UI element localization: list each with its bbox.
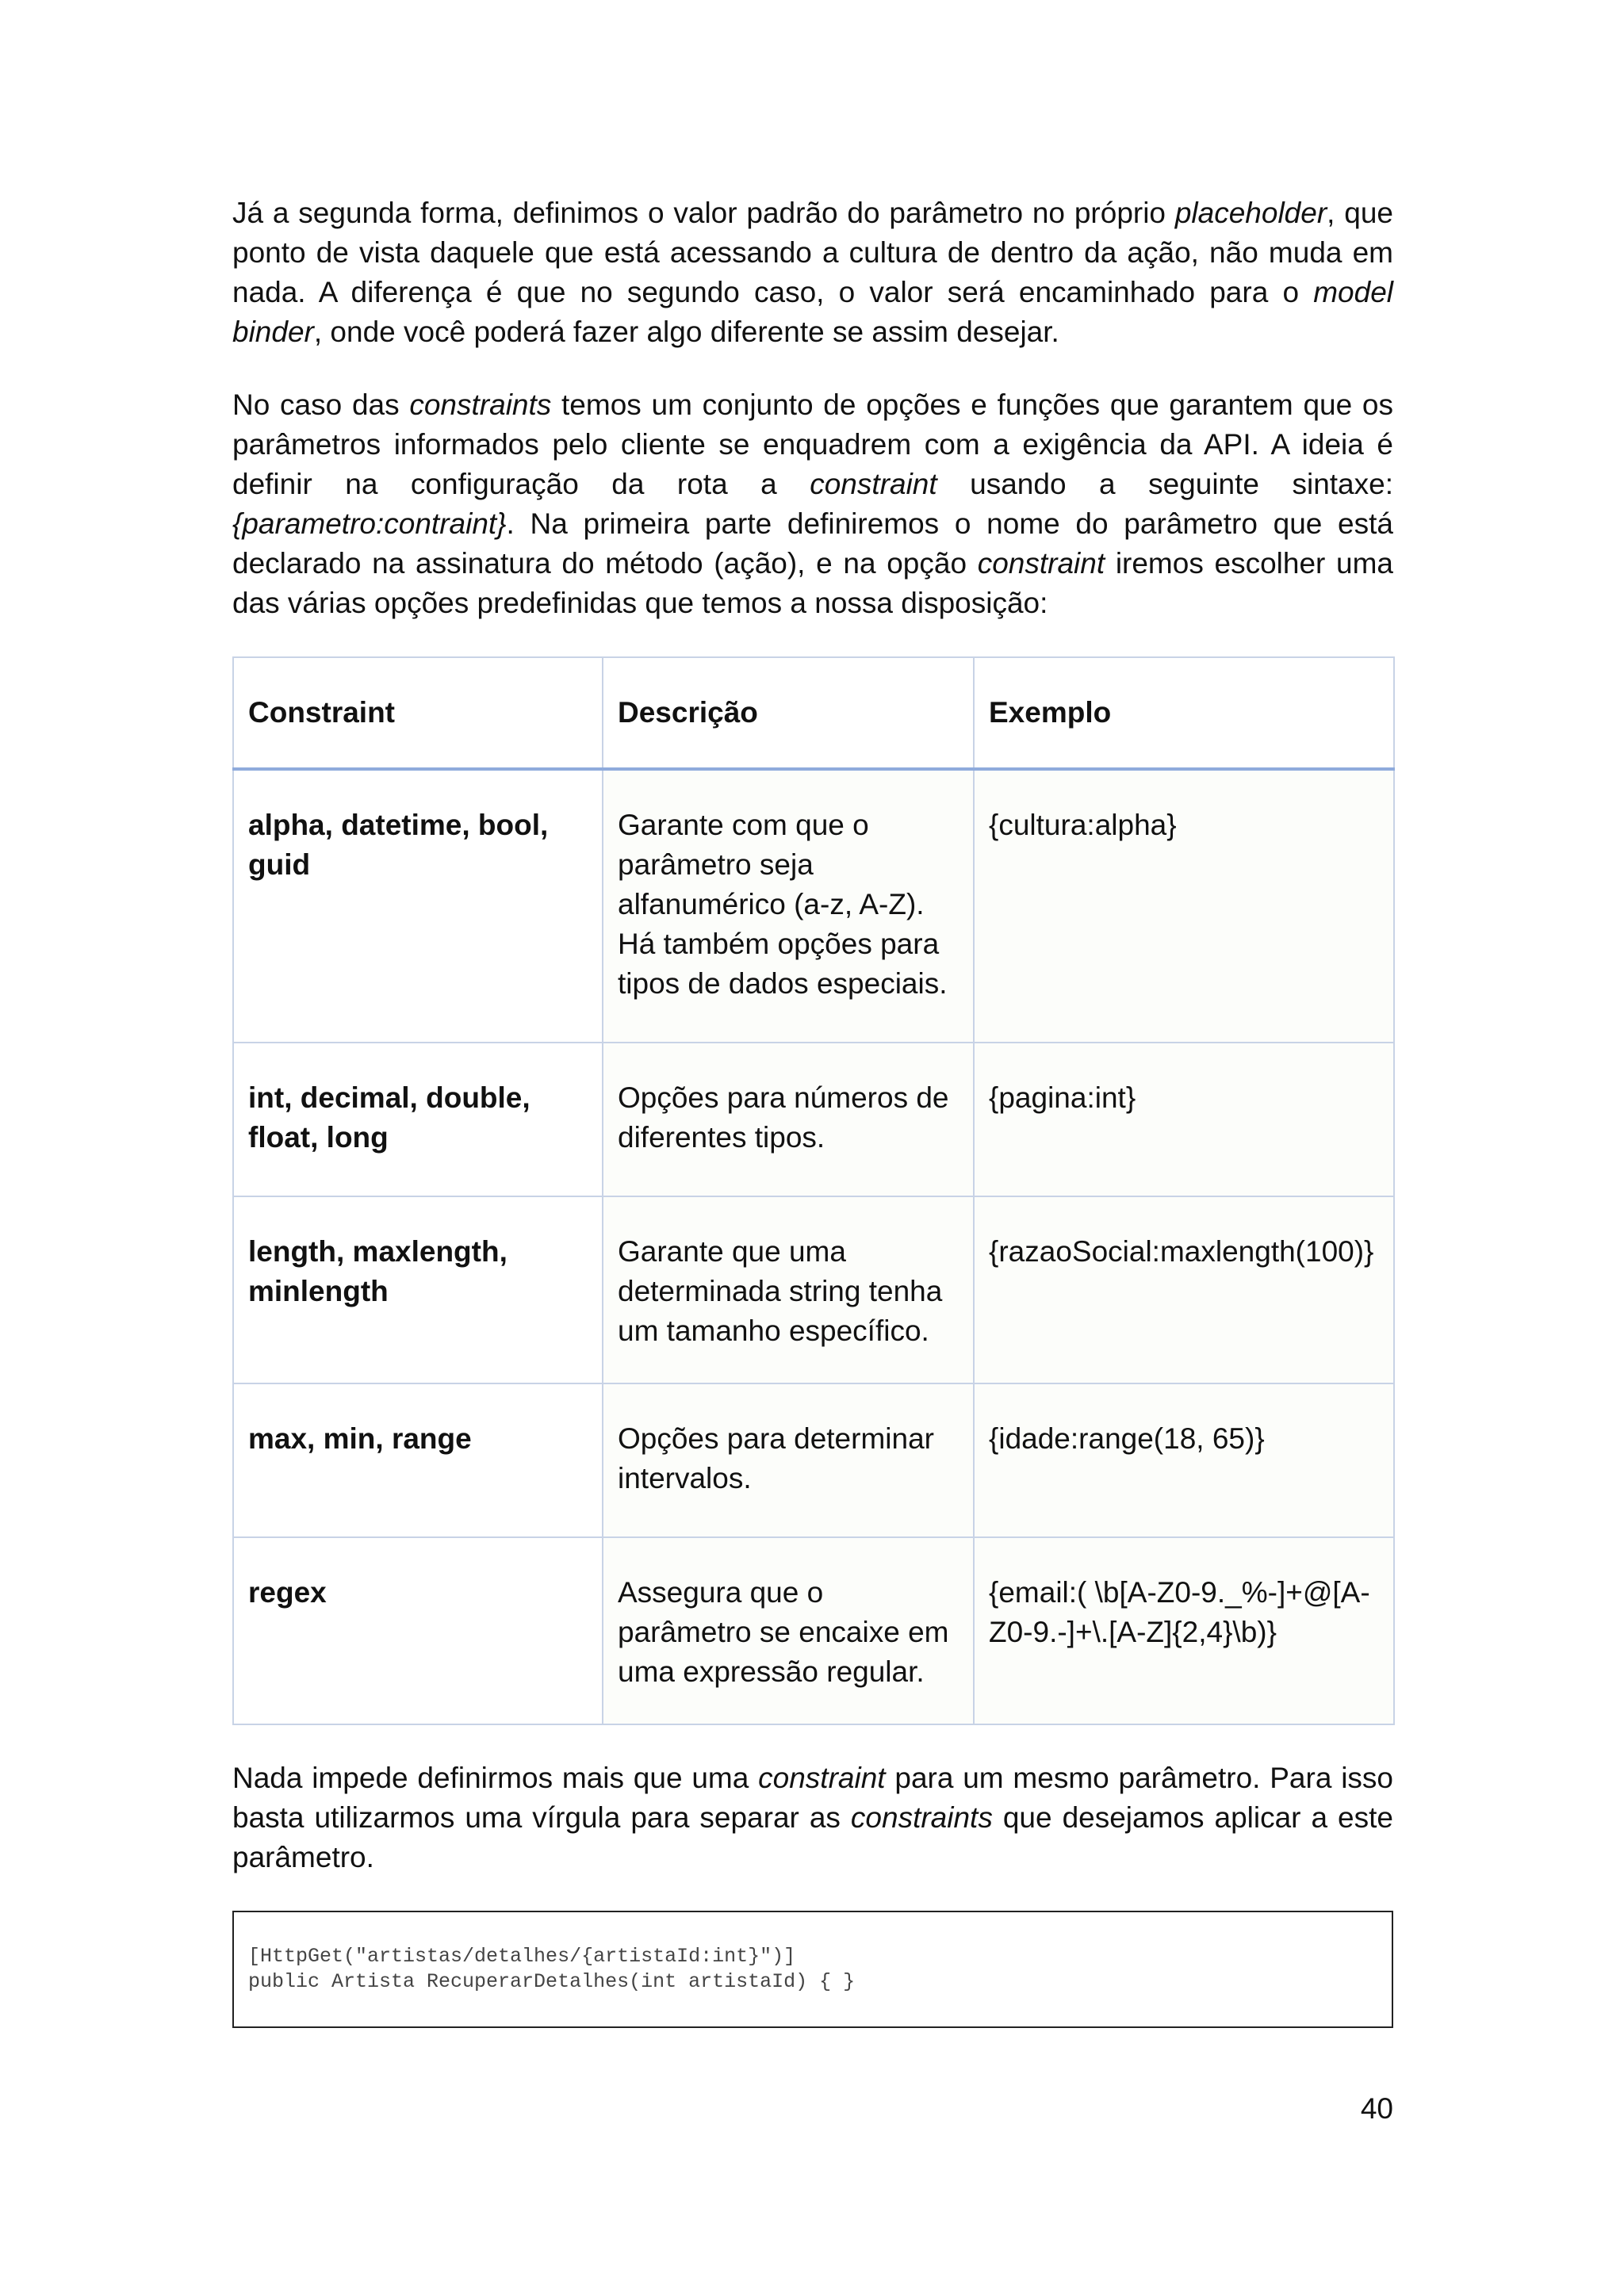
italic-text: constraint xyxy=(758,1762,886,1794)
table-cell-description: Assegura que o parâmetro se encaixe em uma expressão regular. xyxy=(603,1537,974,1724)
text-run: , que ponto de vista daquele que está acessando a cultura de dentro da ação, não muda em nada. A diferença é que no segundo caso, o valor será encaminhado para o xyxy=(232,197,1393,308)
text-run: Nada impede definirmos mais que uma xyxy=(232,1762,759,1794)
text-run: para um mesmo parâmetro. Para isso basta utilizarmos uma vírgula para separar as xyxy=(232,1762,1393,1834)
italic-text: constraints xyxy=(850,1801,993,1834)
table-cell-description: Opções para determinar intervalos. xyxy=(603,1383,974,1537)
constraints-table xyxy=(232,656,1395,1725)
table-header-cell: Constraint xyxy=(233,657,603,769)
table-cell-example: {idade:range(18, 65)} xyxy=(974,1383,1394,1537)
code-block xyxy=(232,1911,1393,2028)
paragraph xyxy=(232,193,1393,352)
code-line: public Artista RecuperarDetalhes(int artistaId) { } xyxy=(248,1970,856,1993)
italic-text: constraints xyxy=(409,388,552,421)
table-header-row xyxy=(233,657,1394,769)
table-cell-example: {email:( \b[A-Z0-9._%-]+@[A-Z0-9.-]+\.[A-Z]{2,4}\b)} xyxy=(974,1537,1394,1724)
table-cell-example: {razaoSocial:maxlength(100)} xyxy=(974,1196,1394,1383)
italic-text: model binder xyxy=(232,276,1393,348)
text-run: No caso das xyxy=(232,388,410,421)
table-cell-description: Garante que uma determinada string tenha um tamanho específico. xyxy=(603,1196,974,1383)
table-cell-description: Opções para números de diferentes tipos. xyxy=(603,1043,974,1196)
text-run: iremos escolher uma das várias opções predefinidas que temos a nossa disposição: xyxy=(232,547,1394,619)
page-content xyxy=(232,193,1393,2028)
table-row xyxy=(233,769,1394,1043)
table-cell-description: Garante com que o parâmetro seja alfanumérico (a-z, A-Z). Há também opções para tipos de dados especiais. xyxy=(603,769,974,1043)
table-cell-constraint: alpha, datetime, bool, guid xyxy=(233,769,603,1043)
table-cell-example: {pagina:int} xyxy=(974,1043,1394,1196)
table-header-cell: Exemplo xyxy=(974,657,1394,769)
italic-text: placeholder xyxy=(1174,197,1327,229)
text-run: que desejamos aplicar a este parâmetro. xyxy=(232,1801,1393,1873)
table-row xyxy=(233,1383,1394,1537)
table-cell-constraint: regex xyxy=(233,1537,603,1724)
page-number: 40 xyxy=(1360,2092,1393,2125)
text-run: temos um conjunto de opções e funções que garantem que os parâmetros informados pelo cliente se enquadrem com a exigência da API. A ideia é definir na configuração da rota a xyxy=(232,388,1394,500)
table-cell-constraint: int, decimal, double, float, long xyxy=(233,1043,603,1196)
table-cell-example: {cultura:alpha} xyxy=(974,769,1394,1043)
text-run: usando a seguinte sintaxe: xyxy=(936,468,1393,500)
text-run: , onde você poderá fazer algo diferente se assim desejar. xyxy=(313,316,1059,348)
italic-text: {parametro:contraint} xyxy=(232,507,507,540)
table-row xyxy=(233,1043,1394,1196)
paragraph xyxy=(232,1758,1393,1877)
paragraph xyxy=(232,385,1393,623)
table-cell-constraint: max, min, range xyxy=(233,1383,603,1537)
table-cell-constraint: length, maxlength, minlength xyxy=(233,1196,603,1383)
text-run: . Na primeira parte definiremos o nome do parâmetro que está declarado na assinatura do método (ação), e na opção xyxy=(232,507,1393,580)
text-run: Já a segunda forma, definimos o valor padrão do parâmetro no próprio xyxy=(232,197,1175,229)
italic-text: constraint xyxy=(977,547,1105,580)
code-line: [HttpGet("artistas/detalhes/{artistaId:int}")] xyxy=(248,1945,796,1968)
table-row xyxy=(233,1537,1394,1724)
italic-text: constraint xyxy=(810,468,937,500)
table-header-cell: Descrição xyxy=(603,657,974,769)
table-row xyxy=(233,1196,1394,1383)
